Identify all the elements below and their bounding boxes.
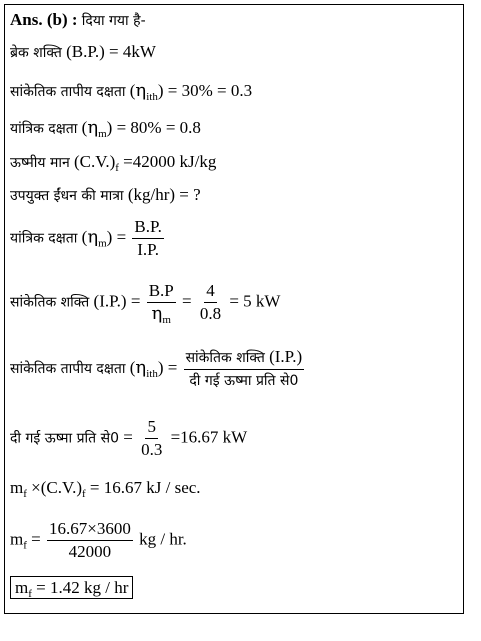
heat-supplied-formula: दी गई ऊष्मा प्रति से0 = $\frac{5}{0.3}$ =16.67 kW [10, 417, 248, 459]
fraction: $\frac{B.P}{\eta_m}$ [148, 281, 174, 326]
thermal-eff-formula: सांकेतिक तापीय दक्षता $(\eta_{ith})$ = $\frac{\text{सांकेतिक शक्ति (I.P.)}}{\text{दी गई ऊष्मा प्रति से0}}$ [10, 347, 303, 389]
answer-label: Ans. (b) : [10, 10, 78, 29]
fraction: $\frac{5}{0.3}$ [141, 417, 163, 459]
brake-power-line: ब्रेक शक्ति (B.P.) = 4kW [10, 42, 156, 61]
fraction: $\frac{4}{0.8}$ [199, 281, 222, 323]
final-answer [10, 578, 133, 598]
mech-eff-formula: यांत्रिक दक्षता $(\eta_m)$ = $\frac{B.P.}{I.P.}$ [10, 217, 162, 259]
indicated-thermal-eff-line: सांकेतिक तापीय दक्षता $(\eta_{ith}) = 30\% = 0.3$ [10, 80, 253, 103]
fraction: $\frac{B.P.}{I.P.}$ [134, 217, 162, 259]
fuel-quantity-line: उपयुक्त ईंधन की मात्रा (kg/hr) = ? [10, 185, 201, 204]
answer-heading [10, 10, 146, 31]
fuel-rate-formula: $m_f$ = $\frac{16.67\times 3600}{42000}$ kg / hr. [10, 519, 187, 561]
given-text: दिया गया है- [81, 13, 146, 29]
indicated-power-formula: सांकेतिक शक्ति (I.P.) = $\frac{B.P}{\eta_m}$ = $\frac{4}{0.8}$ = 5 kW [10, 281, 281, 326]
fraction: $\frac{\text{सांकेतिक शक्ति (I.P.)}}{\text{दी गई ऊष्मा प्रति से0}}$ [185, 347, 303, 389]
fuel-heat-line: $m_f \times(C.V.)_f = 16.67$ kJ / sec. [10, 478, 201, 500]
fraction: $\frac{16.67\times 3600}{42000}$ [49, 519, 131, 561]
answer-box: $m_f = 1.42$ kg / hr [10, 576, 133, 599]
calorific-value-line: ऊष्मीय मान $(C.V.)_f =42000$ kJ/kg [10, 152, 217, 174]
mech-eff-line: यांत्रिक दक्षता $(\eta_m) = 80\% = 0.8$ [10, 117, 201, 140]
